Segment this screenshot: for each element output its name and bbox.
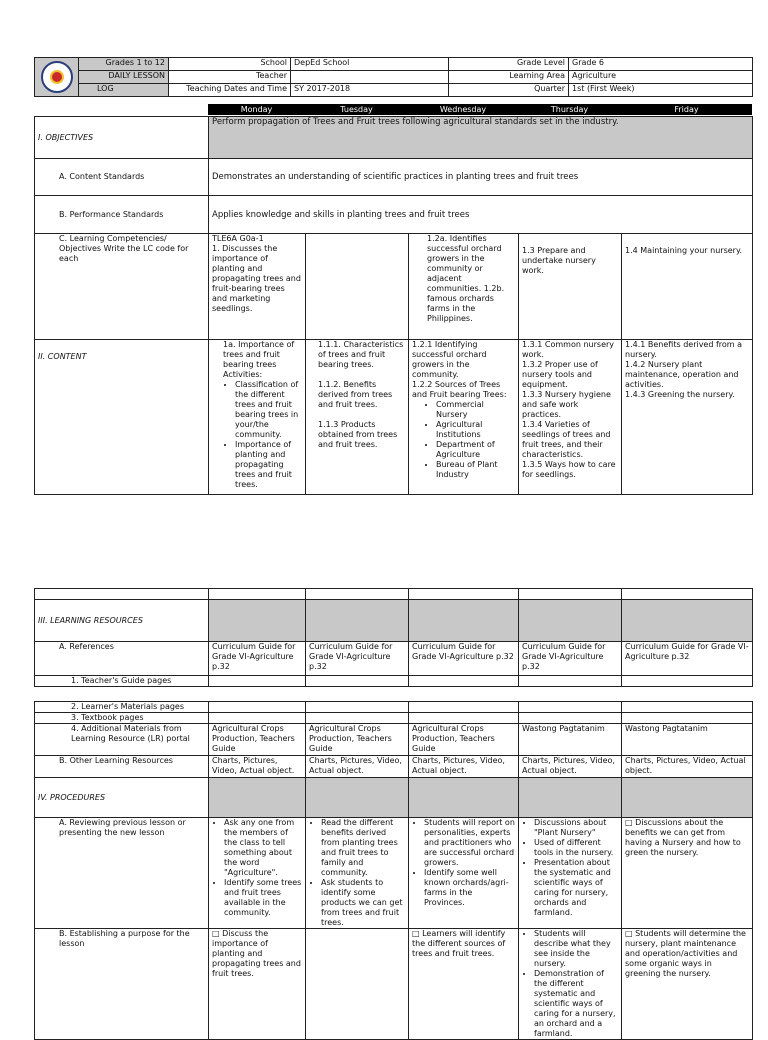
school-value: DepEd School bbox=[291, 58, 449, 71]
reviewing-thursday-list bbox=[522, 818, 618, 918]
list-item: • Importance of planting and propagating trees and fruit trees. bbox=[235, 440, 302, 490]
purpose-tuesday bbox=[306, 929, 409, 1040]
list-item: • Ask students to identify some products we can get from trees and fruit trees. bbox=[321, 878, 405, 928]
seal-icon bbox=[41, 61, 73, 93]
additional-tuesday: Agricultural Crops Production, Teachers Guide bbox=[306, 724, 409, 756]
references-friday: Curriculum Guide for Grade VI-Agriculture p.32 bbox=[622, 642, 753, 676]
blank-cell bbox=[209, 589, 306, 600]
blank-cell bbox=[519, 713, 622, 724]
blank-cell bbox=[409, 713, 519, 724]
competencies-wednesday: 1.2a. Identifies successful orchard growers in the community or adjacent communities. 1.2b. famous orchards farms in the Philippines. bbox=[409, 234, 519, 340]
list-item: • Bureau of Plant Industry bbox=[436, 460, 515, 480]
other-thursday: Charts, Pictures, Video, Actual object. bbox=[519, 756, 622, 778]
header-table bbox=[34, 57, 753, 97]
dll-title-line3: LOG bbox=[79, 84, 169, 97]
blank-cell bbox=[519, 589, 622, 600]
competencies-tuesday bbox=[306, 234, 409, 340]
purpose-thursday bbox=[519, 929, 622, 1040]
other-wednesday: Charts, Pictures, Video, Actual object. bbox=[409, 756, 519, 778]
learning-area-label: Learning Area bbox=[449, 71, 569, 84]
blank-cell bbox=[519, 702, 622, 713]
list-item: • Students will describe what they see inside the nursery. bbox=[534, 929, 618, 969]
learners-materials-label: 2. Learner's Materials pages bbox=[35, 702, 209, 713]
procedures-label: IV. PROCEDURES bbox=[35, 778, 209, 818]
grade-level-value: Grade 6 bbox=[569, 58, 753, 71]
additional-materials-label: 4. Additional Materials from Learning Resource (LR) portal bbox=[35, 724, 209, 756]
performance-standards-text: Applies knowledge and skills in planting trees and fruit trees bbox=[209, 196, 753, 234]
reviewing-label: A. Reviewing previous lesson or presenting the new lesson bbox=[35, 818, 209, 929]
other-monday: Charts, Pictures, Video, Actual object. bbox=[209, 756, 306, 778]
blank-cell bbox=[209, 702, 306, 713]
grade-level-label: Grade Level bbox=[449, 58, 569, 71]
content-friday: 1.4.1 Benefits derived from a nursery. 1.4.2 Nursery plant maintenance, operation and activities. 1.4.3 Greening the nursery. bbox=[622, 340, 753, 495]
references-label: A. References bbox=[35, 642, 209, 676]
quarter-label: Quarter bbox=[449, 84, 569, 97]
blank-cell bbox=[409, 589, 519, 600]
blank-cell bbox=[409, 702, 519, 713]
textbook-label: 3. Textbook pages bbox=[35, 713, 209, 724]
references-wednesday: Curriculum Guide for Grade VI-Agriculture p.32 bbox=[409, 642, 519, 676]
teachers-guide-label: 1. Teacher's Guide pages bbox=[35, 676, 209, 687]
school-label: School bbox=[169, 58, 291, 71]
list-item: • Demonstration of the different systematic and scientific ways of caring for a nursery, an orchard and a farmland. bbox=[534, 969, 618, 1039]
deped-seal bbox=[35, 58, 79, 97]
objectives-text: Perform propagation of Trees and Fruit trees following agricultural standards set in the industry. bbox=[209, 117, 753, 159]
reviewing-friday: □ Discussions about the benefits we can get from having a Nursery and how to green the nursery. bbox=[622, 818, 753, 929]
day-tuesday: Tuesday bbox=[305, 104, 408, 115]
blank-cell bbox=[622, 676, 753, 687]
blank-cell bbox=[409, 778, 519, 818]
content-monday-list bbox=[223, 380, 302, 490]
other-friday: Charts, Pictures, Video, Actual object. bbox=[622, 756, 753, 778]
day-wednesday: Wednesday bbox=[408, 104, 518, 115]
content-thursday: 1.3.1 Common nursery work. 1.3.2 Proper use of nursery tools and equipment. 1.3.3 Nursery hygiene and safe work practices. 1.3.4 Varieties of seedlings of trees and fruit trees, and their characteristics. 1.3.5 Ways how to care for seedlings. bbox=[519, 340, 622, 495]
list-item: • Classification of the different trees and fruit bearing trees in your/the community. bbox=[235, 380, 302, 440]
day-header-row bbox=[208, 104, 752, 115]
additional-friday: Wastong Pagtatanim bbox=[622, 724, 753, 756]
blank-cell bbox=[622, 589, 753, 600]
day-thursday: Thursday bbox=[518, 104, 621, 115]
content-tuesday: 1.1.1. Characteristics of trees and fruit bearing trees. 1.1.2. Benefits derived from trees and fruit trees. 1.1.3 Products obtained from trees and fruit trees. bbox=[306, 340, 409, 495]
references-thursday: Curriculum Guide for Grade VI-Agriculture p.32 bbox=[519, 642, 622, 676]
competencies-thursday: 1.3 Prepare and undertake nursery work. bbox=[519, 234, 622, 340]
additional-thursday: Wastong Pagtatanim bbox=[519, 724, 622, 756]
list-item: • Presentation about the systematic and scientific ways of caring for nursery, orchards and farmland. bbox=[534, 858, 618, 918]
blank-cell bbox=[209, 676, 306, 687]
dll-title-line2: DAILY LESSON bbox=[79, 71, 169, 84]
blank-cell bbox=[35, 589, 209, 600]
content-wednesday-list bbox=[412, 400, 515, 480]
list-item: • Discussions about "Plant Nursery" bbox=[534, 818, 618, 838]
reviewing-tuesday-list bbox=[309, 818, 405, 928]
content-standards-text: Demonstrates an understanding of scientific practices in planting trees and fruit trees bbox=[209, 159, 753, 196]
reviewing-thursday bbox=[519, 818, 622, 929]
blank-cell bbox=[409, 600, 519, 642]
blank-cell bbox=[306, 589, 409, 600]
blank-cell bbox=[209, 713, 306, 724]
purpose-wednesday: □ Learners will identify the different sources of trees and fruit trees. bbox=[409, 929, 519, 1040]
reviewing-monday-list bbox=[212, 818, 302, 918]
list-item: • Agricultural Institutions bbox=[436, 420, 515, 440]
day-monday: Monday bbox=[208, 104, 305, 115]
dll-title-line1: Grades 1 to 12 bbox=[79, 58, 169, 71]
blank-cell bbox=[306, 702, 409, 713]
additional-monday: Agricultural Crops Production, Teachers Guide bbox=[209, 724, 306, 756]
list-item: • Identify some trees and fruit trees available in the community. bbox=[224, 878, 302, 918]
content-label: II. CONTENT bbox=[35, 340, 209, 495]
list-item: • Ask any one from the members of the class to tell something about the word "Agriculture". bbox=[224, 818, 302, 878]
day-friday: Friday bbox=[621, 104, 752, 115]
other-tuesday: Charts, Pictures, Video, Actual object. bbox=[306, 756, 409, 778]
list-item: • Commercial Nursery bbox=[436, 400, 515, 420]
blank-cell bbox=[209, 600, 306, 642]
objectives-label: I. OBJECTIVES bbox=[35, 117, 209, 159]
references-monday: Curriculum Guide for Grade VI-Agriculture p.32 bbox=[209, 642, 306, 676]
teacher-value bbox=[291, 71, 449, 84]
purpose-monday: □ Discuss the importance of planting and propagating trees and fruit trees. bbox=[209, 929, 306, 1040]
list-item: • Read the different benefits derived from planting trees and fruit trees to family and community. bbox=[321, 818, 405, 878]
list-item: • Identify some well known orchards/agri-farms in the Provinces. bbox=[424, 868, 515, 908]
blank-cell bbox=[622, 778, 753, 818]
quarter-value: 1st (First Week) bbox=[569, 84, 753, 97]
blank-cell bbox=[519, 676, 622, 687]
learning-resources-label: III. LEARNING RESOURCES bbox=[35, 600, 209, 642]
competencies-friday: 1.4 Maintaining your nursery. bbox=[622, 234, 753, 340]
content-wednesday bbox=[409, 340, 519, 495]
blank-cell bbox=[306, 778, 409, 818]
purpose-friday: □ Students will determine the nursery, plant maintenance and operation/activities and some organic ways in greening the nursery. bbox=[622, 929, 753, 1040]
teaching-dates-value: SY 2017-2018 bbox=[291, 84, 449, 97]
blank-cell bbox=[622, 600, 753, 642]
blank-cell bbox=[306, 600, 409, 642]
competencies-label: C. Learning Competencies/ Objectives Write the LC code for each bbox=[35, 234, 209, 340]
objectives-content-table bbox=[34, 116, 753, 495]
blank-cell bbox=[622, 702, 753, 713]
content-monday bbox=[209, 340, 306, 495]
list-item: • Department of Agriculture bbox=[436, 440, 515, 460]
blank-cell bbox=[306, 676, 409, 687]
blank-cell bbox=[519, 600, 622, 642]
content-standards-label: A. Content Standards bbox=[35, 159, 209, 196]
list-item: • Used of different tools in the nursery. bbox=[534, 838, 618, 858]
reviewing-wednesday-list bbox=[412, 818, 515, 908]
references-tuesday: Curriculum Guide for Grade VI-Agriculture p.32 bbox=[306, 642, 409, 676]
list-item: • Students will report on personalities, experts and practitioners who are successful orchard growers. bbox=[424, 818, 515, 868]
reviewing-monday bbox=[209, 818, 306, 929]
procedures-table bbox=[34, 701, 753, 1040]
blank-cell bbox=[209, 778, 306, 818]
blank-cell bbox=[306, 713, 409, 724]
teaching-dates-label: Teaching Dates and Time bbox=[169, 84, 291, 97]
other-resources-label: B. Other Learning Resources bbox=[35, 756, 209, 778]
additional-wednesday: Agricultural Crops Production, Teachers Guide bbox=[409, 724, 519, 756]
purpose-thursday-list bbox=[522, 929, 618, 1039]
competencies-monday: TLE6A G0a-1 1. Discusses the importance of planting and propagating trees and fruit-bearing trees and marketing seedlings. bbox=[209, 234, 306, 340]
performance-standards-label: B. Performance Standards bbox=[35, 196, 209, 234]
reviewing-tuesday bbox=[306, 818, 409, 929]
teacher-label: Teacher bbox=[169, 71, 291, 84]
content-wednesday-intro: 1.2.1 Identifying successful orchard growers in the community. 1.2.2 Sources of Trees and Fruit bearing Trees: bbox=[412, 340, 507, 399]
blank-cell bbox=[622, 713, 753, 724]
reviewing-wednesday bbox=[409, 818, 519, 929]
blank-cell bbox=[409, 676, 519, 687]
purpose-label: B. Establishing a purpose for the lesson bbox=[35, 929, 209, 1040]
content-monday-intro: 1a. Importance of trees and fruit bearing trees Activities: bbox=[223, 340, 295, 379]
blank-cell bbox=[519, 778, 622, 818]
learning-area-value: Agriculture bbox=[569, 71, 753, 84]
resources-table bbox=[34, 588, 753, 687]
